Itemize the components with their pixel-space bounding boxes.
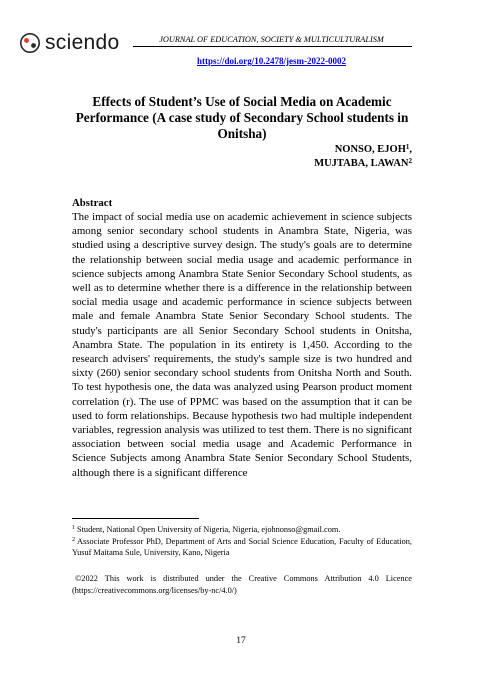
footnote-divider — [72, 518, 199, 519]
header-divider — [133, 46, 412, 47]
footnote-2-text: Associate Professor PhD, Department of Arts and Social Science Education, Faculty of Education, Yusuf Maitama Sule, University, Kano, Nigeria — [72, 536, 412, 557]
author-block — [230, 143, 412, 171]
article-title: Effects of Student’s Use of Social Media on Academic Performance (A case study of Secondary School students in Onitsha) — [75, 94, 409, 141]
sciendo-logo — [20, 32, 119, 54]
author-1-footnote-mark: 1 — [405, 143, 410, 151]
abstract-text: The impact of social media use on academic achievement in science subjects among senior secondary school students in Anambra State, Nigeria, was studied using a descriptive survey design. The study's goals are to determine the relationship between social media usage and academic performance in science subjects among Anambra State Senior Secondary School students, as well as to determine whether there is a difference in the relationship between social media usage and academic performance in science subjects between male and female Anambra State Senior Secondary School students. The study's participants are all Senior Secondary School students in Onitsha, Anambra State. The population in its entirety is 1,450. According to the research advisers' requirements, the study's sample size is two hundred and sixty (260) senior secondary school students from Onitsha North and South. To test hypothesis one, the data was analyzed using Pearson product moment correlation (r). The use of PPMC was based on the assumption that it can be used to form relationships. Because hypothesis two had multiple independent variables, regression analysis was utilized to test them. There is no significant association between social media usage and Academic Performance in Science Subjects among Anambra State Senior Secondary School Students, although there is a significant difference — [72, 211, 412, 479]
author-2-name: MUJTABA, LAWAN — [314, 158, 409, 169]
footnotes — [72, 524, 412, 559]
author-2-footnote-mark: 2 — [408, 157, 412, 165]
author-1-name: NONSO, EJOH — [334, 144, 406, 155]
author-1 — [230, 143, 412, 157]
sciendo-logo-icon — [20, 33, 40, 53]
footnote-1-text: Student, National Open University of Nigeria, Nigeria, ejohnonso@gmail.com. — [77, 525, 341, 534]
abstract-heading: Abstract — [72, 197, 113, 209]
doi-link[interactable]: https://doi.org/10.2478/jesm-2022-0002 — [197, 56, 346, 66]
journal-title: JOURNAL OF EDUCATION, SOCIETY & MULTICULTURALISM — [159, 35, 384, 44]
author-1-separator: , — [409, 144, 412, 155]
footnote-2 — [72, 536, 412, 559]
page-number: 17 — [236, 636, 246, 646]
footnote-1 — [72, 524, 412, 536]
author-2 — [230, 157, 412, 171]
license-notice: ©2022 This work is distributed under the Creative Commons Attribution 4.0 Licence (https://creativecommons.org/licenses/by-nc/4.0/) — [72, 574, 412, 595]
brand-name: sciendo — [45, 31, 120, 54]
footnote-1-mark: 1 — [72, 525, 75, 531]
footnote-2-mark: 2 — [72, 536, 75, 543]
